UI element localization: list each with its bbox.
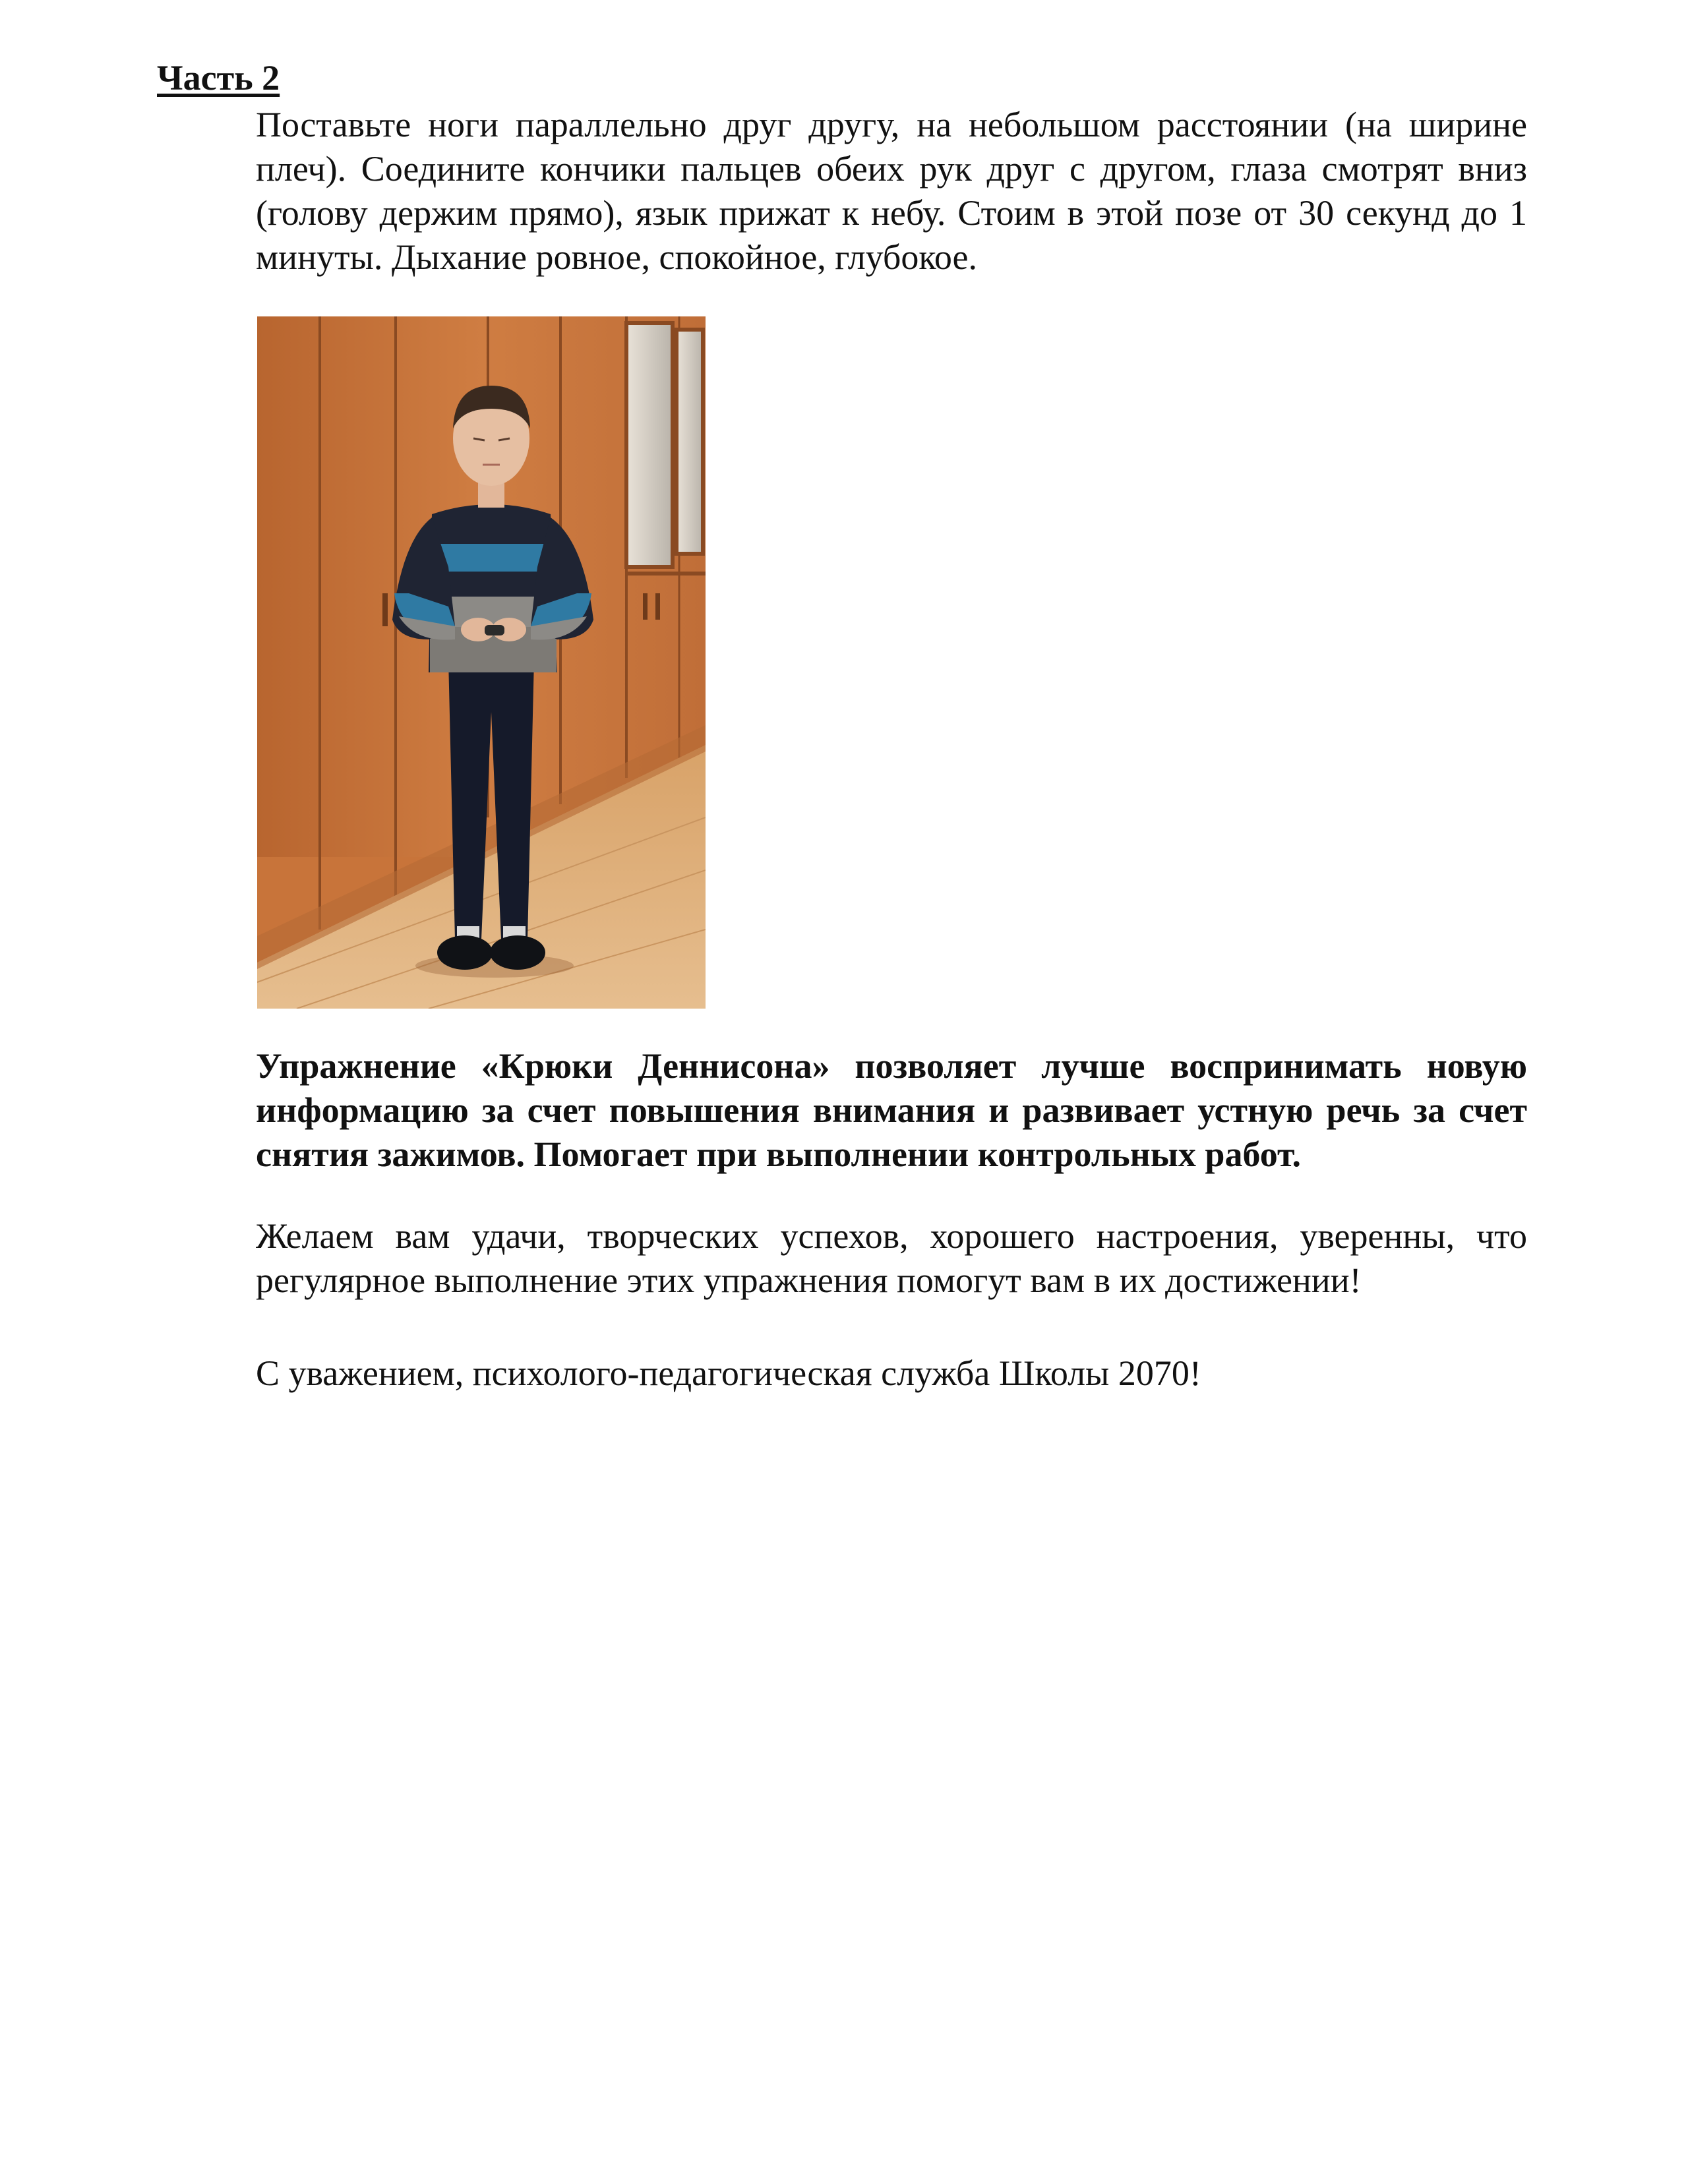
section-heading: Часть 2 [157, 58, 280, 98]
boy-standing-illustration [257, 316, 706, 1009]
signature-paragraph: С уважением, психолого-педагогическая служба Школы 2070! [256, 1353, 1201, 1393]
benefit-paragraph: Упражнение «Крюки Деннисона» позволяет лучше воспринимать новую информацию за счет повышения внимания и развивает устную речь за счет снятия зажимов. Помогает при выполнении контрольных работ. [256, 1046, 1527, 1174]
exercise-photo [257, 316, 706, 1009]
instruction-paragraph: Поставьте ноги параллельно друг другу, на небольшом расстоянии (на ширине плеч). Соедините кончики пальцев обеих рук друг с другом, глаза смотрят вниз (голову держим прямо), язык прижат к небу. Стоим в этой позе от 30 секунд до 1 минуты. Дыхание ровное, спокойное, глубокое. [256, 105, 1527, 277]
wishes-paragraph: Желаем вам удачи, творческих успехов, хорошего настроения, уверенны, что регулярное выполнение этих упражнения помогут вам в их достижении! [256, 1216, 1527, 1300]
